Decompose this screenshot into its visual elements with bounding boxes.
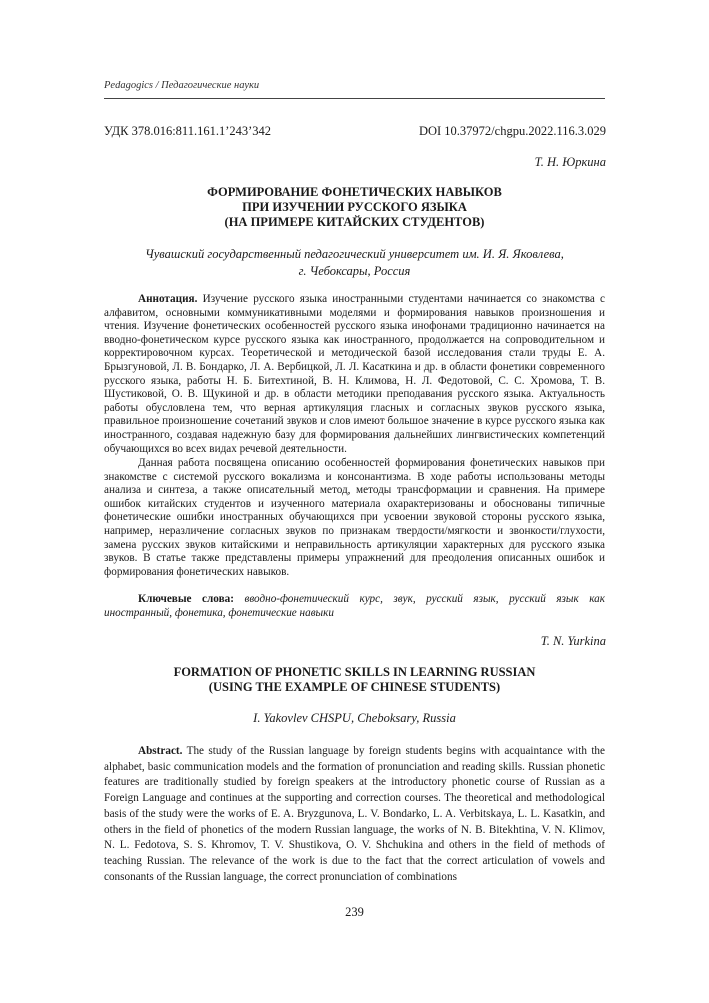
abstract-ru-p1: [104, 293, 605, 456]
doi: DOI 10.37972/chgpu.2022.116.3.029: [418, 124, 606, 138]
abstract-ru-p2: Данная работа посвящена описанию особенностей формирования фонетических навыков при знакомстве с системой русского вокализма и консонантизма. В ходе работы использованы методы анализа и синтеза, а также описательный метод, методы трансформации и сравнения. На примере ошибок китайских студентов и изученного материала охарактеризованы и обоснованы типичные фонетические ошибки иностранных обучающихся при усвоении звуковой стороны русского языка, например, неразличение согласных звуков по признакам твердости/мягкости и звонкости/глухости, замена русских звуков китайскими и неправильность артикуляции характерных для русского языка звуков. В статье также представлены примеры упражнений для преодоления описанных ошибок и формирования фонетических навыков.: [104, 457, 605, 578]
keywords-ru: [104, 593, 605, 620]
title-ru-line: ФОРМИРОВАНИЕ ФОНЕТИЧЕСКИХ НАВЫКОВ: [207, 185, 502, 199]
abstract-en-label: Abstract.: [138, 745, 183, 757]
abstract-en: [104, 744, 605, 885]
page-number: 239: [345, 905, 364, 919]
udk-code: УДК 378.016:811.161.1’243’342: [104, 124, 272, 138]
affiliation-en: I. Yakovlev CHSPU, Cheboksary, Russia: [253, 711, 456, 725]
affiliation-ru-line: Чувашский государственный педагогический университет им. И. Я. Яковлева,: [145, 247, 564, 261]
title-en: [104, 665, 605, 695]
title-en-line: (USING THE EXAMPLE OF CHINESE STUDENTS): [208, 680, 501, 694]
affiliation-ru: [104, 246, 605, 280]
keywords-text: вводно-фонетический курс, звук, русский язык, русский язык как иностранный, фонетика, фонетические навыки: [104, 593, 605, 619]
abstract-ru-text: Изучение русского языка иностранными студентами начинается со знакомства с алфавитом, основными коммуникативными моделями и формирования навыков произношения и чтения. Изучение фонетических особенностей русского языка инофонами традиционно начинается на вводно-фонетическом курсе русского языка как иностранного, продолжается на сопроводительном и корректировочном курсах. Теоретической и методической базой исследования стали труды Е. А. Брызгуновой, Л. В. Бондарко, Л. А. Вербицкой, Л. Л. Касаткина и др. в области фонетики современного русского языка, работы Н. Б. Битехтиной, В. Н. Климова, Н. Л. Федотовой, С. С. Хромова, Т. В. Шустиковой, О. В. Щукиной и др. в области методики преподавания русского языка. Актуальность работы обусловлена тем, что верная артикуляция гласных и согласных звуков русского языка, правильное произношение сочетаний звуков и слов имеют большое значение в курсе русского языка как иностранного, создавая надежную базу для формирования дальнейших лингвистических компетенций обучающихся во всех видах речевой деятельности.: [104, 293, 605, 455]
author-en: T. N. Yurkina: [540, 634, 606, 648]
author-ru: Т. Н. Юркина: [534, 155, 606, 169]
keywords-label: Ключевые слова:: [138, 593, 234, 605]
header-divider: [104, 98, 605, 99]
title-ru-line: ПРИ ИЗУЧЕНИИ РУССКОГО ЯЗЫКА: [242, 200, 467, 214]
affiliation-ru-line: г. Чебоксары, Россия: [298, 264, 411, 278]
running-header: Pedagogics / Педагогические науки: [104, 80, 260, 91]
title-ru-line: (НА ПРИМЕРЕ КИТАЙСКИХ СТУДЕНТОВ): [224, 215, 485, 229]
title-ru: [104, 185, 605, 230]
abstract-en-text: The study of the Russian language by foreign students begins with acquaintance with the alphabet, basic communication models and the formation of pronunciation and reading skills. Russian phonetic features are traditionally studied by foreign speakers at the introductory phonetic course of Russian as a Foreign Language and continues at the supporting and correction courses. The theoretical and methodological basis of the study were the works of E. A. Bryzgunova, L. V. Bondarko, L. A. Verbitskaya, L. L. Kasatkin, and others in the field of phonetics of the modern Russian language, the works of N. B. Bitekhtina, V. N. Klimov, N. L. Fedotova, S. S. Khromov, T. V. Shustikova, O. V. Shchukina and others in the field of methods of teaching Russian. The relevance of the work is due to the fact that the correct articulation of vowels and consonants of the Russian language, the correct pronunciation of combinations: [104, 745, 605, 883]
title-en-line: FORMATION OF PHONETIC SKILLS IN LEARNING RUSSIAN: [173, 665, 536, 679]
abstract-ru-label: Аннотация.: [138, 293, 198, 305]
